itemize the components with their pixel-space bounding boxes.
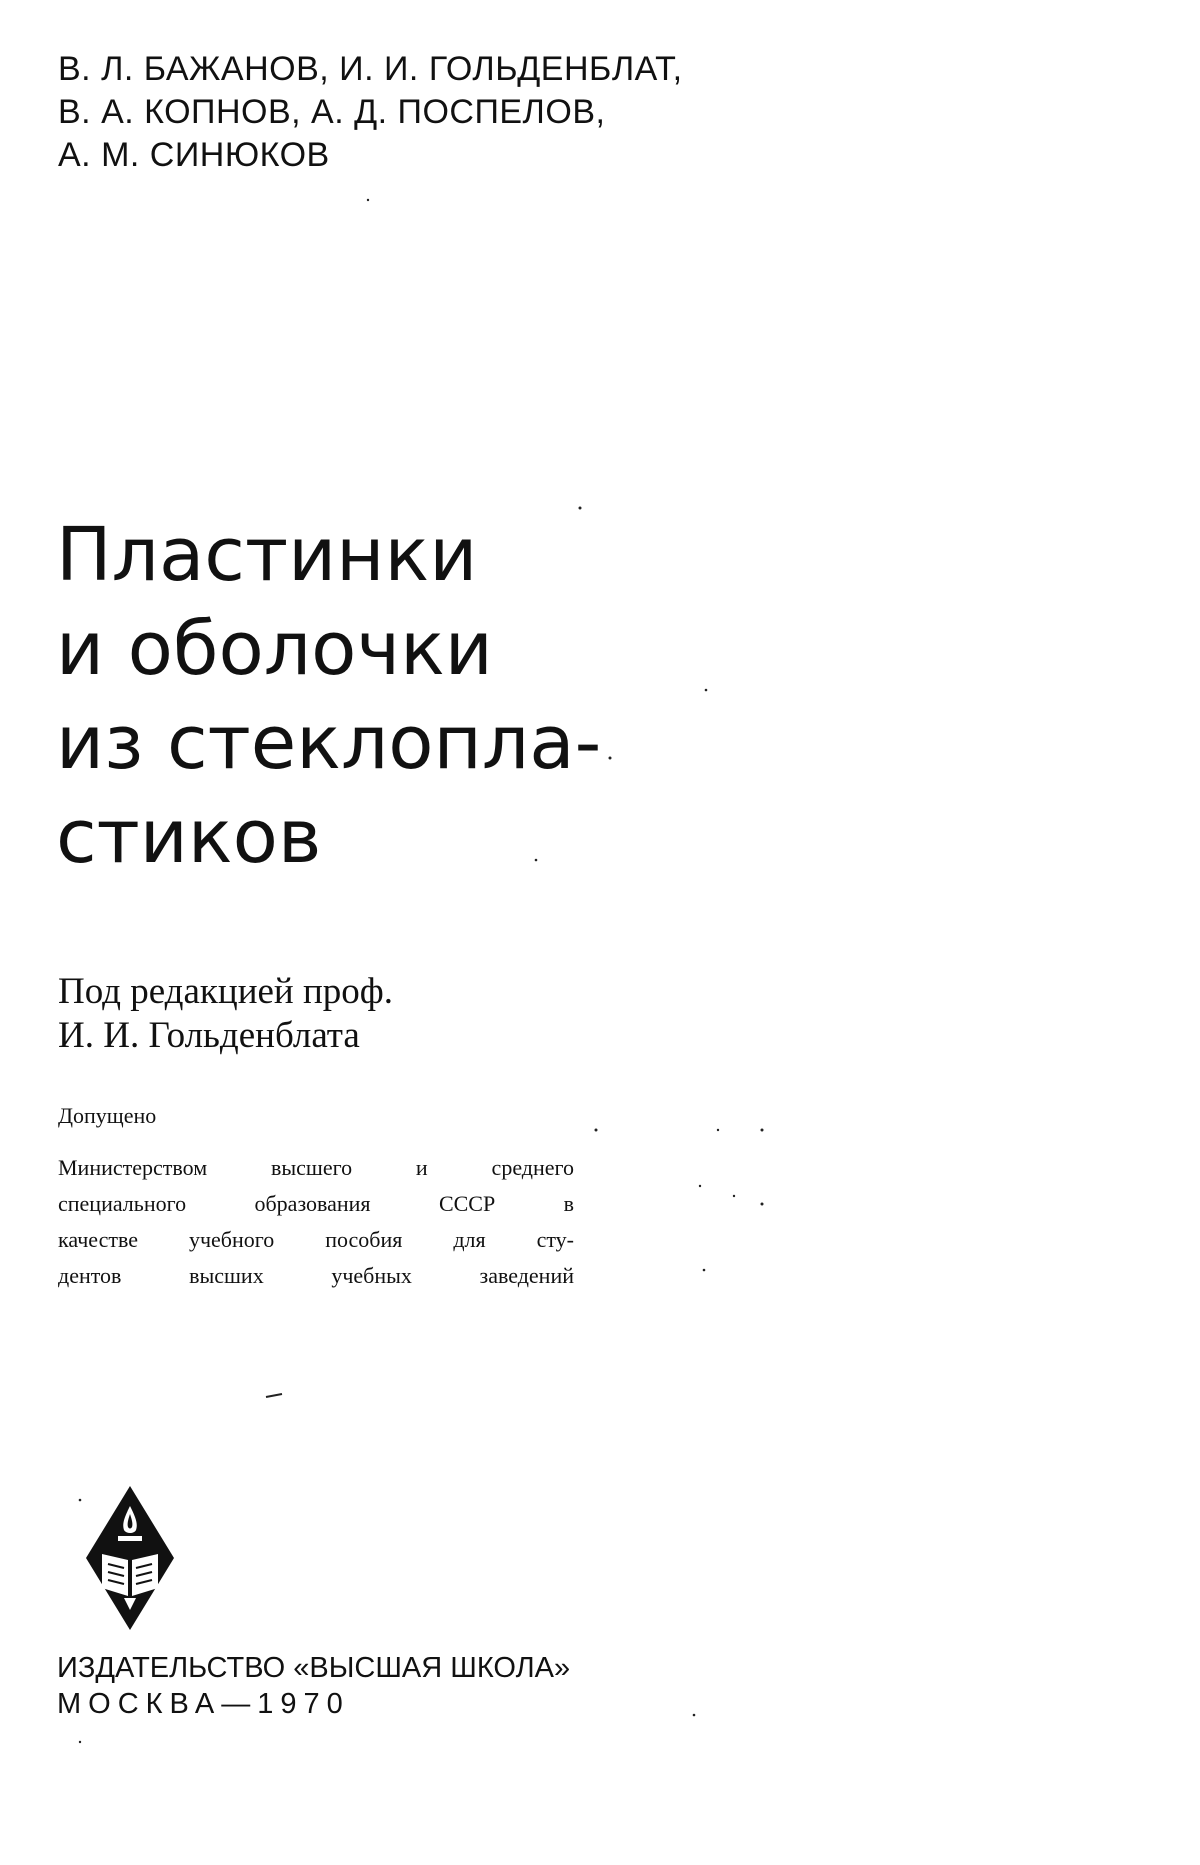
author-line: В. А. КОПНОВ, А. Д. ПОСПЕЛОВ, [58, 93, 606, 131]
approval-line: Министерством высшего и среднего [58, 1155, 574, 1180]
publisher-name: ИЗДАТЕЛЬСТВО «ВЫСШАЯ ШКОЛА» [57, 1652, 571, 1684]
title-line: Пластинки [56, 512, 478, 598]
author-list [58, 48, 818, 177]
editor-line: Под редакцией проф. [58, 971, 393, 1012]
book-title [56, 508, 676, 884]
publisher-diamond-emblem-icon [84, 1484, 176, 1632]
approval-note [58, 1098, 574, 1294]
editor-line: И. И. Гольденблата [58, 1015, 360, 1056]
approval-heading: Допущено [58, 1103, 157, 1128]
author-line: А. М. СИНЮКОВ [58, 136, 330, 174]
title-line: и оболочки [56, 606, 493, 692]
approval-body [58, 1150, 574, 1294]
title-line: стиков [56, 794, 322, 880]
title-line: из стеклопла- [56, 700, 602, 786]
publisher-imprint [57, 1650, 677, 1722]
publisher-city-year: МОСКВА—1970 [57, 1688, 350, 1720]
approval-line: качестве учебного пособия для сту- [58, 1227, 574, 1252]
editor-credit [58, 970, 618, 1058]
approval-line: специального образования СССР в [58, 1191, 574, 1216]
approval-line: дентов высших учебных заведений [58, 1263, 574, 1288]
author-line: В. Л. БАЖАНОВ, И. И. ГОЛЬДЕНБЛАТ, [58, 50, 683, 88]
